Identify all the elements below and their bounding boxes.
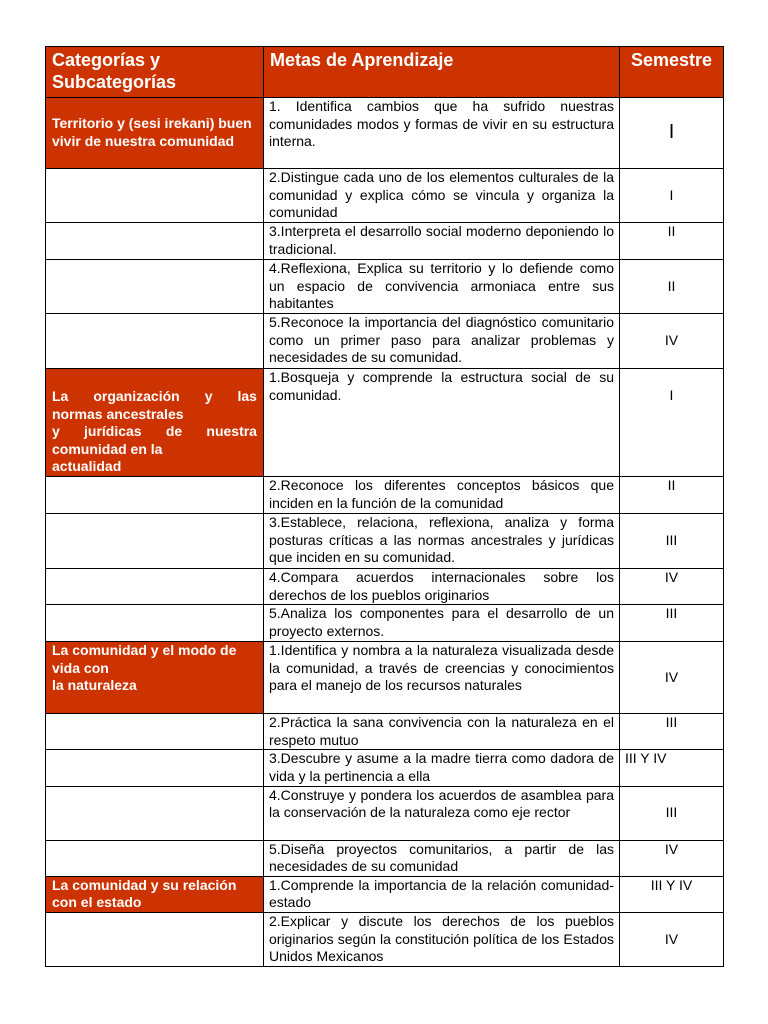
table-row xyxy=(46,642,724,714)
goal-cell: 1. Identifica cambios que ha sufrido nuestras comunidades modos y formas de vivir en su estructura interna. xyxy=(264,98,620,169)
category-line xyxy=(52,423,257,441)
semester-cell: III Y IV xyxy=(620,750,724,786)
goal-cell: 4.Reflexiona, Explica su territorio y lo defiende como un espacio de convivencia armoniaca entre sus habitantes xyxy=(264,260,620,314)
semester-cell: III xyxy=(620,714,724,750)
table-row xyxy=(46,477,724,514)
category-word: organización xyxy=(93,388,180,404)
category-cell-empty xyxy=(46,569,264,605)
category-cell-empty xyxy=(46,169,264,223)
table-row xyxy=(46,714,724,750)
category-cell-empty xyxy=(46,314,264,369)
category-cell xyxy=(46,369,264,477)
category-cell xyxy=(46,876,264,912)
semester-cell: I xyxy=(620,169,724,223)
category-word: nuestra xyxy=(206,423,257,440)
category-cell-empty xyxy=(46,840,264,876)
category-word: y xyxy=(52,423,60,440)
semester-cell: I xyxy=(620,369,724,477)
category-line: con el estado xyxy=(52,894,142,911)
category-line: la naturaleza xyxy=(52,677,137,694)
category-cell xyxy=(46,642,264,714)
category-cell-empty xyxy=(46,260,264,314)
semester-cell: II xyxy=(620,477,724,514)
goal-cell: 5.Analiza los componentes para el desarrollo de un proyecto externos. xyxy=(264,605,620,642)
table-row xyxy=(46,223,724,260)
semester-cell: IV xyxy=(620,569,724,605)
category-line xyxy=(52,388,257,406)
table-row xyxy=(46,876,724,912)
category-line: La comunidad y su relación xyxy=(52,876,237,893)
goal-cell: 2.Explicar y discute los derechos de los pueblos originarios según la constitución política de los Estados Unidos Mexicanos xyxy=(264,912,620,966)
category-line: comunidad en la xyxy=(52,440,163,457)
goal-cell: 2.Distingue cada uno de los elementos culturales de la comunidad y explica cómo se vincula y organiza la comunidad xyxy=(264,169,620,223)
semester-cell: II xyxy=(620,223,724,260)
table-row xyxy=(46,314,724,369)
goal-cell: 2.Práctica la sana convivencia con la naturaleza en el respeto mutuo xyxy=(264,714,620,750)
goal-cell: 3.Descubre y asume a la madre tierra como dadora de vida y la pertinencia a ella xyxy=(264,750,620,786)
table-row xyxy=(46,912,724,966)
table-row xyxy=(46,514,724,569)
table-row xyxy=(46,260,724,314)
category-cell: Territorio y (sesi irekani) buen vivir de nuestra comunidad xyxy=(46,98,264,169)
category-cell-empty xyxy=(46,714,264,750)
goal-cell: 4.Compara acuerdos internacionales sobre los derechos de los pueblos originarios xyxy=(264,569,620,605)
category-line: La comunidad y el modo de xyxy=(52,642,237,659)
goal-cell: 1.Identifica y nombra a la naturaleza visualizada desde la comunidad, a través de creencias y conocimientos para el manejo de los recursos naturales xyxy=(264,642,620,714)
goal-cell: 3.Establece, relaciona, reflexiona, analiza y forma posturas críticas a las normas ancestrales y jurídicas que inciden en su comunidad. xyxy=(264,514,620,569)
category-cell-empty xyxy=(46,912,264,966)
category-word: y xyxy=(204,388,213,404)
semester-cell: III Y IV xyxy=(620,876,724,912)
category-cell-empty xyxy=(46,605,264,642)
learning-goals-table xyxy=(45,46,724,967)
table-row xyxy=(46,98,724,169)
goal-cell: 5.Reconoce la importancia del diagnóstico comunitario como un primer paso para analizar problemas y necesidades de su comunidad. xyxy=(264,314,620,369)
semester-cell: III xyxy=(620,605,724,642)
goal-cell: 5.Diseña proyectos comunitarios, a partir de las necesidades de su comunidad xyxy=(264,840,620,876)
table-row xyxy=(46,169,724,223)
header-categories: Categorías y Subcategorías xyxy=(46,47,264,98)
category-cell-empty xyxy=(46,223,264,260)
category-line: normas ancestrales xyxy=(52,405,184,422)
category-cell-empty xyxy=(46,786,264,840)
table-row xyxy=(46,786,724,840)
semester-cell: IV xyxy=(620,912,724,966)
goal-cell: 4.Construye y pondera los acuerdos de asamblea para la conservación de la naturaleza como eje rector xyxy=(264,786,620,840)
table-row xyxy=(46,569,724,605)
semester-cell: III xyxy=(620,786,724,840)
category-cell-empty xyxy=(46,477,264,514)
goal-cell: 1.Bosqueja y comprende la estructura social de su comunidad. xyxy=(264,369,620,477)
goal-cell: 1.Comprende la importancia de la relación comunidad-estado xyxy=(264,876,620,912)
semester-cell: III xyxy=(620,514,724,569)
table-row xyxy=(46,840,724,876)
table-row xyxy=(46,369,724,477)
table-row xyxy=(46,750,724,786)
category-word: las xyxy=(237,388,257,404)
category-word: de xyxy=(165,423,183,440)
header-goals: Metas de Aprendizaje xyxy=(264,47,620,98)
category-line: vida con xyxy=(52,659,109,676)
goal-cell: 3.Interpreta el desarrollo social moderno deponiendo lo tradicional. xyxy=(264,223,620,260)
category-word: La xyxy=(52,388,69,404)
table-row xyxy=(46,605,724,642)
category-cell-empty xyxy=(46,750,264,786)
semester-cell: I xyxy=(620,98,724,169)
category-cell-empty xyxy=(46,514,264,569)
semester-cell: II xyxy=(620,260,724,314)
category-line: actualidad xyxy=(52,458,122,475)
semester-cell: IV xyxy=(620,314,724,369)
semester-cell: IV xyxy=(620,840,724,876)
header-semester: Semestre xyxy=(620,47,724,98)
semester-cell: IV xyxy=(620,642,724,714)
category-word: jurídicas xyxy=(84,423,142,440)
goal-cell: 2.Reconoce los diferentes conceptos básicos que inciden en la función de la comunidad xyxy=(264,477,620,514)
header-row xyxy=(46,47,724,98)
